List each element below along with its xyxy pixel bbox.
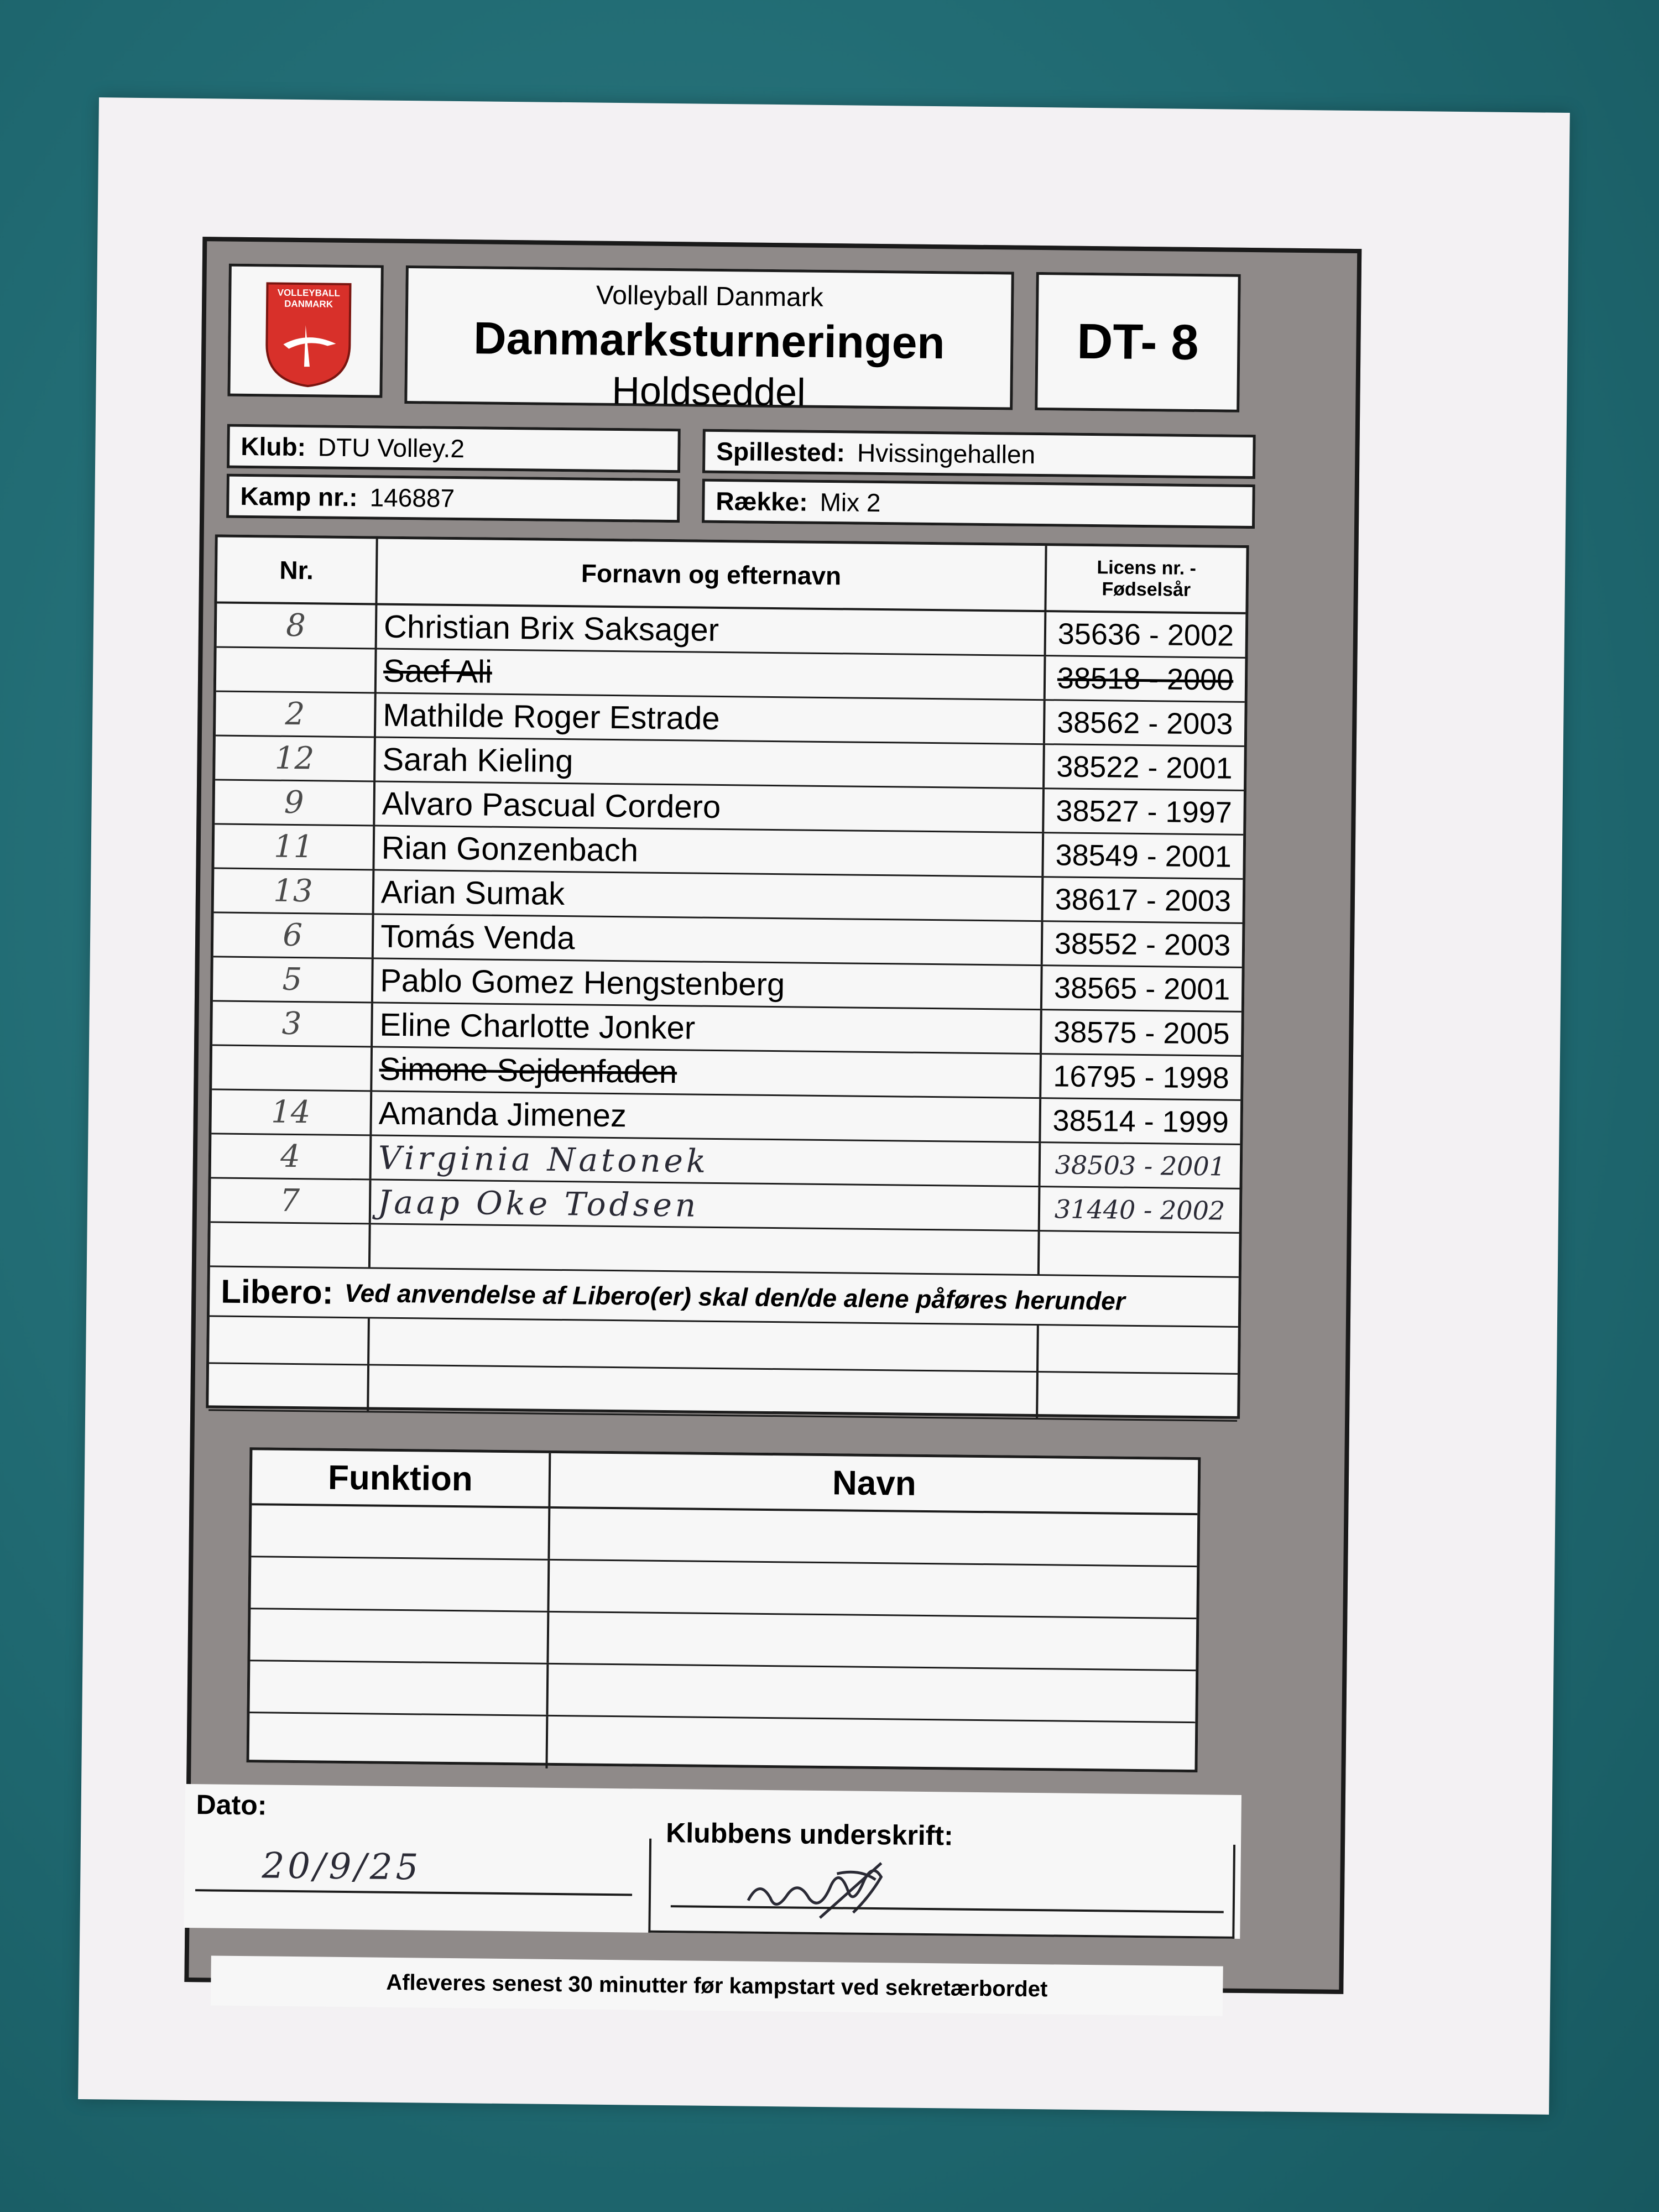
player-number [210, 1223, 371, 1267]
col-header-license [1046, 546, 1246, 614]
player-name: Eline Charlotte Jonker [373, 1003, 1042, 1053]
function-cell [251, 1557, 550, 1611]
col-header-function: Funktion [252, 1450, 551, 1509]
function-cell [249, 1713, 548, 1768]
col-header-license-1: Licens nr. - [1097, 557, 1197, 579]
libero-name-cell [369, 1365, 1039, 1418]
libero-number-cell [209, 1317, 370, 1364]
player-name: Alvaro Pascual Cordero [375, 782, 1045, 832]
player-number: 9 [215, 780, 375, 825]
volleyball-danmark-logo [261, 278, 356, 389]
player-table [206, 534, 1249, 1418]
function-row [249, 1661, 1196, 1723]
date-value: 20/9/25 [262, 1845, 422, 1888]
org-name: Volleyball Danmark [596, 280, 824, 312]
player-number: 12 [215, 736, 376, 780]
player-license: 38503 - 2001 [1055, 1149, 1226, 1182]
spillested-field [702, 429, 1256, 479]
svg-text:DANMARK: DANMARK [284, 298, 333, 310]
player-name: Mathilde Roger Estrade [376, 693, 1046, 743]
date-line [195, 1889, 632, 1896]
player-name: Saef Ali [377, 649, 1046, 699]
svg-text:VOLLEYBALL: VOLLEYBALL [277, 287, 341, 299]
function-row [251, 1557, 1197, 1619]
klub-label: Klub: [241, 431, 306, 462]
player-license: 38552 - 2003 [1054, 926, 1231, 962]
player-license: 38527 - 1997 [1056, 794, 1233, 830]
player-number: 6 [213, 913, 374, 957]
klub-field [227, 424, 681, 473]
player-name: Pablo Gomez Hengstenberg [373, 959, 1043, 1009]
libero-number-cell [208, 1364, 369, 1411]
player-number [216, 648, 377, 692]
player-license: 38514 - 1999 [1052, 1103, 1229, 1139]
player-license: 38565 - 2001 [1053, 971, 1230, 1006]
player-license: 38617 - 2003 [1055, 882, 1232, 918]
date-label: Dato: [196, 1789, 267, 1821]
function-table [247, 1447, 1201, 1772]
libero-row [208, 1364, 1238, 1421]
function-row [251, 1505, 1197, 1567]
player-license: 31440 - 2002 [1054, 1193, 1225, 1226]
player-license: 35636 - 2002 [1057, 617, 1234, 653]
raekke-label: Række: [716, 486, 808, 517]
col-header-name: Fornavn og efternavn [377, 539, 1047, 613]
title-box [404, 265, 1014, 414]
signature-section [184, 1784, 1241, 1939]
col-header-nr: Nr. [217, 537, 378, 605]
function-cell [251, 1505, 550, 1559]
form-code: DT- 8 [1035, 272, 1241, 413]
signature-label: Klubbens underskrift: [665, 1817, 953, 1851]
player-number: 3 [212, 1001, 373, 1046]
function-row [249, 1713, 1195, 1775]
player-number: 5 [213, 957, 374, 1001]
logo-box [227, 264, 383, 398]
player-name: Virginia Natonek [372, 1136, 1041, 1186]
libero-label: Libero: [221, 1272, 334, 1311]
player-number: 13 [214, 869, 375, 913]
spillested-value: Hvissingehallen [857, 438, 1036, 469]
player-license: 38522 - 2001 [1056, 749, 1233, 785]
player-license: 38518 - 2000 [1057, 661, 1234, 697]
footer-note: Afleveres senest 30 minutter før kampstart ved sekretærbordet [211, 1955, 1223, 2016]
kamp-label: Kamp nr.: [240, 481, 358, 512]
spillested-label: Spillested: [716, 436, 846, 467]
player-license: 38562 - 2003 [1056, 705, 1233, 741]
player-name: Tomás Venda [374, 915, 1044, 964]
player-number: 7 [211, 1178, 372, 1223]
player-number: 11 [214, 825, 375, 869]
function-row [250, 1609, 1196, 1671]
libero-instruction: Ved anvendelse af Libero(er) skal den/de alene påføres herunder [344, 1278, 1125, 1316]
player-number: 8 [217, 603, 378, 648]
paper-sheet [78, 97, 1570, 2115]
col-header-navn: Navn [550, 1453, 1198, 1515]
player-number: 4 [211, 1134, 372, 1178]
player-name: Rian Gonzenbach [374, 826, 1044, 876]
function-cell [249, 1661, 549, 1715]
raekke-value: Mix 2 [820, 487, 881, 518]
player-name: Amanda Jimenez [372, 1092, 1041, 1141]
player-name: Simone Sejdenfaden [372, 1047, 1042, 1097]
player-name: Christian Brix Saksager [377, 605, 1047, 655]
page-subtitle: Holdseddel [611, 368, 806, 414]
player-name: Arian Sumak [374, 870, 1044, 920]
player-number: 14 [211, 1090, 372, 1134]
libero-name-cell [369, 1318, 1039, 1371]
player-name: Jaap Oke Todsen [371, 1180, 1041, 1230]
form-frame [184, 237, 1361, 2001]
klub-value: DTU Volley.2 [317, 432, 465, 463]
player-name [371, 1224, 1040, 1274]
kamp-value: 146887 [369, 483, 455, 513]
player-license: 38575 - 2005 [1053, 1015, 1230, 1051]
col-header-license-2: Fødselsår [1102, 578, 1191, 601]
kamp-field [226, 474, 680, 523]
player-name: Sarah Kieling [375, 738, 1045, 787]
page-title: Danmarksturneringen [473, 313, 945, 369]
raekke-field [702, 479, 1255, 529]
player-license: 38549 - 2001 [1055, 838, 1232, 874]
player-number: 2 [216, 692, 377, 736]
player-license: 16795 - 1998 [1053, 1059, 1230, 1095]
player-number [212, 1046, 373, 1090]
handwritten-signature [737, 1845, 915, 1929]
player-license [1040, 1232, 1239, 1276]
function-cell [250, 1609, 549, 1663]
